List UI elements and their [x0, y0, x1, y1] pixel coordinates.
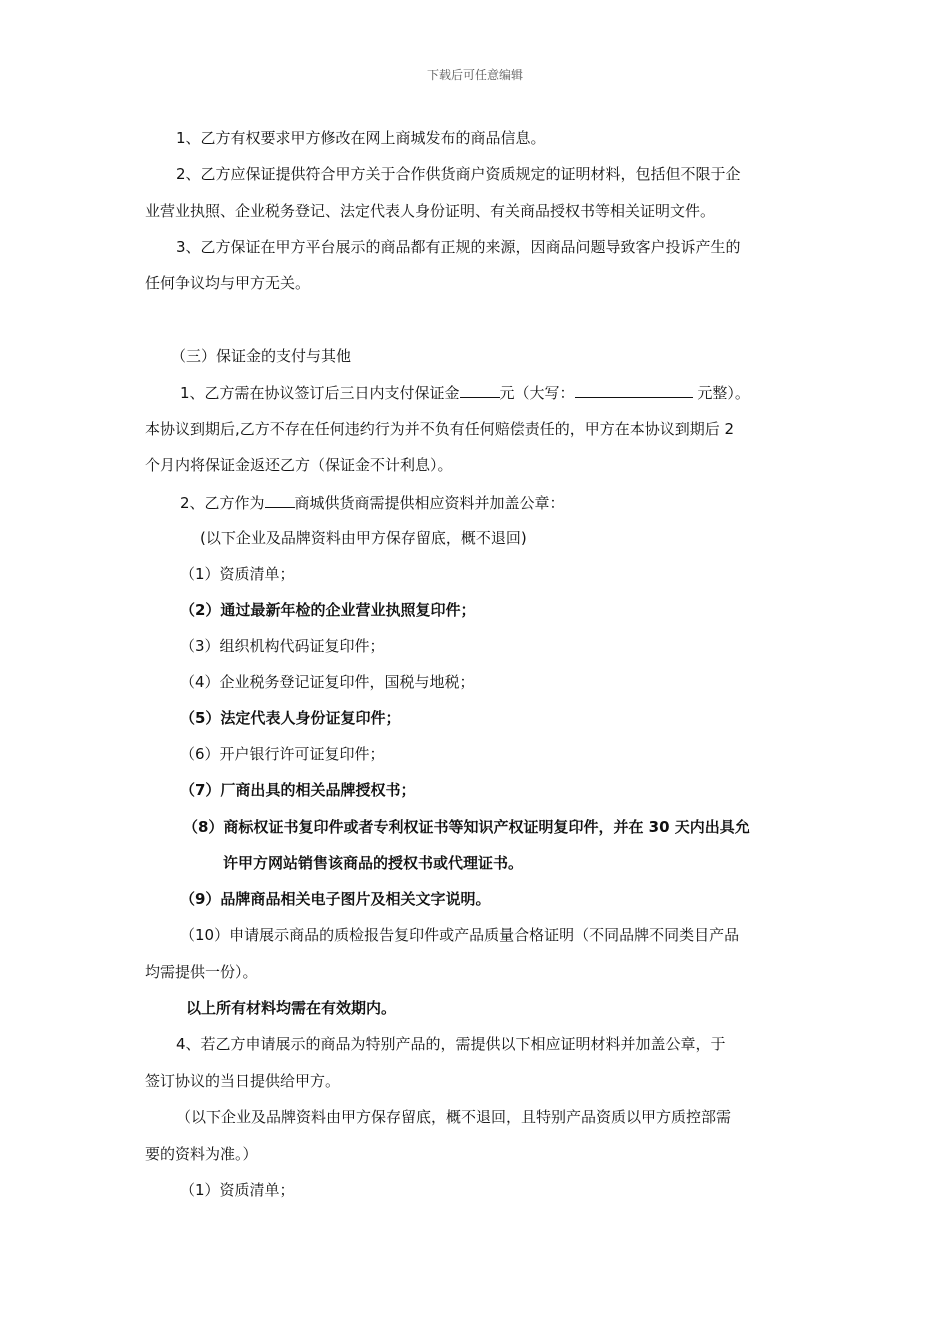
paragraph-line: （以下企业及品牌资料由甲方保存留底，概不退回，且特别产品资质以甲方质控部需	[176, 1108, 732, 1126]
paragraph-line: 签订协议的当日提供给甲方。	[145, 1072, 341, 1090]
deposit-amount-words-blank[interactable]	[575, 382, 693, 398]
paragraph-line: 1、乙方有权要求甲方修改在网上商城发布的商品信息。	[176, 129, 546, 147]
list-item: （4）企业税务登记证复印件，国税与地税；	[180, 673, 475, 691]
list-item: （3）组织机构代码证复印件；	[180, 637, 385, 655]
deposit-text-c: 元整）。	[692, 384, 750, 402]
section-heading: （三）保证金的支付与其他	[171, 347, 352, 365]
paragraph-line: 2、乙方应保证提供符合甲方关于合作供货商户资质规定的证明材料，包括但不限于企	[176, 165, 741, 183]
deposit-text-b: 元（大写：	[499, 384, 575, 402]
paragraph-line: 个月内将保证金返还乙方（保证金不计利息）。	[145, 456, 453, 474]
list-item: （1）资质清单；	[180, 1181, 295, 1199]
supplier-line	[180, 492, 842, 513]
list-item: （6）开户银行许可证复印件；	[180, 745, 385, 763]
list-item: （2）通过最新年检的企业营业执照复印件；	[180, 601, 476, 619]
list-item: （9）品牌商品相关电子图片及相关文字说明。	[180, 890, 491, 908]
list-item: （10）申请展示商品的质检报告复印件或产品质量合格证明（不同品牌不同类目产品	[180, 926, 740, 944]
paragraph-line: 3、乙方保证在甲方平台展示的商品都有正规的来源，因商品问题导致客户投诉产生的	[176, 238, 741, 256]
list-item: （8）商标权证书复印件或者专利权证书等知识产权证明复印件，并在 30 天内出具允	[183, 818, 750, 836]
deposit-amount-blank[interactable]	[460, 382, 500, 398]
deposit-text-a: 1、乙方需在协议签订后三日内支付保证金	[180, 384, 460, 402]
supplier-name-blank[interactable]	[265, 492, 295, 508]
paragraph-line: 本协议到期后,乙方不存在任何违约行为并不负有任何赔偿责任的，甲方在本协议到期后 2	[145, 420, 735, 438]
paragraph-line: 4、若乙方申请展示的商品为特别产品的，需提供以下相应证明材料并加盖公章，于	[176, 1035, 726, 1053]
list-item-continuation: 均需提供一份）。	[145, 963, 258, 981]
paragraph-line: 业营业执照、企业税务登记、法定代表人身份证明、有关商品授权书等相关证明文件。	[145, 202, 716, 220]
list-item: （5）法定代表人身份证复印件；	[180, 709, 401, 727]
supplier-text-b: 商城供货商需提供相应资料并加盖公章：	[294, 494, 565, 512]
page-header-note: 下载后可任意编辑	[426, 68, 523, 82]
paragraph-line: 任何争议均与甲方无关。	[145, 274, 311, 292]
deposit-line	[180, 382, 842, 403]
list-item: （7）厂商出具的相关品牌授权书；	[180, 781, 416, 799]
list-item: （1）资质清单；	[180, 565, 295, 583]
paragraph-line: (以下企业及品牌资料由甲方保存留底，概不退回)	[200, 529, 527, 547]
paragraph-line: 要的资料为准。）	[145, 1145, 258, 1163]
list-item-continuation: 许甲方网站销售该商品的授权书或代理证书。	[223, 854, 524, 872]
supplier-text-a: 2、乙方作为	[180, 494, 265, 512]
validity-note: 以上所有材料均需在有效期内。	[186, 999, 397, 1017]
